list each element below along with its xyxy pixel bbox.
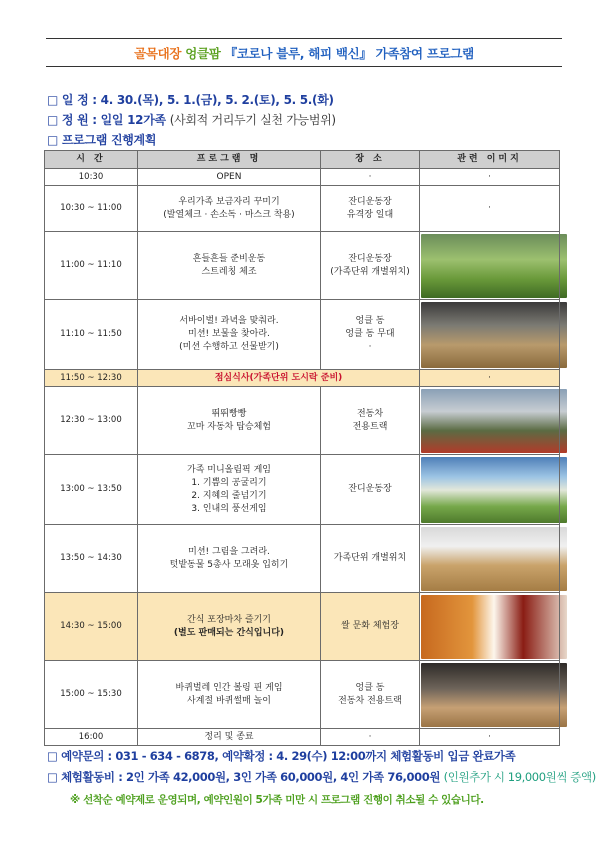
program-text: (발열체크 · 손소독 · 마스크 착용) xyxy=(163,209,295,220)
title-block xyxy=(46,38,562,67)
place-text: 가족단위 개별위치 xyxy=(333,553,407,563)
photo-survival-image xyxy=(421,302,567,368)
table-row-highlight xyxy=(45,370,560,387)
row-time: 15:00 ~ 15:30 xyxy=(45,661,138,729)
table-row xyxy=(45,729,560,746)
place-text: 잔디운동장 xyxy=(348,196,392,207)
row-time: 10:30 ~ 11:00 xyxy=(45,186,138,232)
capacity-value: 일일 12가족 xyxy=(100,113,166,127)
program-text: 뛰뛰빵빵 xyxy=(211,408,247,419)
row-image: · xyxy=(420,729,560,746)
row-time: 10:30 xyxy=(45,169,138,186)
place-text: 엉클 동 무대 xyxy=(345,329,395,339)
title-part-4: 가족참여 프로그램 xyxy=(375,46,474,61)
row-program xyxy=(138,169,321,186)
header-program: 프로그램 명 xyxy=(138,151,321,169)
row-place xyxy=(321,593,420,661)
row-program xyxy=(138,729,321,746)
place-text: 쌀 문화 체험장 xyxy=(341,621,399,631)
program-text: 간식 포장마차 즐기기 xyxy=(187,614,271,625)
place-text: 엉클 동 xyxy=(355,682,385,693)
program-text: 미션! 그림을 그려라. xyxy=(188,546,270,557)
row-place xyxy=(321,455,420,525)
row-program xyxy=(138,186,321,232)
place-text: 유격장 일대 xyxy=(346,209,394,220)
fee-line xyxy=(47,769,596,785)
fee-note: (인원추가 시 19,000원씩 증액) xyxy=(443,770,596,784)
photo-bowling-image xyxy=(421,663,567,727)
program-text: 2. 지혜의 줄넘기기 xyxy=(191,490,267,501)
table-row xyxy=(45,661,560,729)
row-image xyxy=(420,300,560,370)
schedule-table xyxy=(44,150,560,746)
program-text: 꼬마 자동차 탑승체험 xyxy=(187,421,271,432)
row-time: 11:00 ~ 11:10 xyxy=(45,232,138,300)
row-place xyxy=(321,300,420,370)
row-time: 13:50 ~ 14:30 xyxy=(45,525,138,593)
program-text: 텃밭동물 5총사 모래옷 입히기 xyxy=(169,559,289,570)
inquiry-line xyxy=(47,748,515,764)
row-image xyxy=(420,387,560,455)
place-text: 전동차 xyxy=(356,408,384,419)
row-program xyxy=(138,387,321,455)
program-text: 미션! 보물을 찾아라. xyxy=(188,329,270,339)
title-part-1: 골목대장 xyxy=(134,46,182,61)
row-image xyxy=(420,455,560,525)
row-time: 16:00 xyxy=(45,729,138,746)
row-image: · xyxy=(420,186,560,232)
row-program xyxy=(138,370,420,387)
table-row xyxy=(45,186,560,232)
header-image: 관련 이미지 xyxy=(420,151,560,169)
row-program xyxy=(138,525,321,593)
row-image xyxy=(420,525,560,593)
schedule-label: □ 일 정 : xyxy=(47,93,101,107)
row-image: · xyxy=(420,370,560,387)
place-text: 전용트랙 xyxy=(352,421,388,432)
row-place xyxy=(321,169,420,186)
row-time: 13:00 ~ 13:50 xyxy=(45,455,138,525)
capacity-note: (사회적 거리두기 실천 가능범위) xyxy=(169,113,336,127)
table-header-row xyxy=(45,151,560,169)
table-row xyxy=(45,169,560,186)
row-program xyxy=(138,661,321,729)
capacity-line xyxy=(47,111,336,128)
inquiry-label: □ 예약문의 : xyxy=(47,749,116,763)
row-image xyxy=(420,661,560,729)
place-text: · xyxy=(368,171,372,182)
program-text: 서바이벌! 과녁을 맞춰라. xyxy=(179,316,279,326)
row-program xyxy=(138,593,321,661)
table-row xyxy=(45,232,560,300)
row-image xyxy=(420,232,560,300)
row-program xyxy=(138,455,321,525)
title-bottom-rule xyxy=(46,66,562,67)
place-text: · xyxy=(368,342,372,352)
program-text: 1. 기쁨의 공굴리기 xyxy=(191,477,267,488)
header-time: 시 간 xyxy=(45,151,138,169)
place-text: 전동차 전용트랙 xyxy=(338,695,402,706)
table-row xyxy=(45,387,560,455)
photo-stretching-image xyxy=(421,234,567,298)
row-place xyxy=(321,729,420,746)
photo-car-image xyxy=(421,389,567,453)
page-title xyxy=(46,39,562,66)
fee-label: □ 체험활동비 : xyxy=(47,770,127,784)
row-place xyxy=(321,525,420,593)
row-program xyxy=(138,232,321,300)
inquiry-value: 031 - 634 - 6878, 예약확정 : 4. 29(수) 12:00까지 체험활동비 입금 완료가족 xyxy=(115,749,516,763)
header-place: 장 소 xyxy=(321,151,420,169)
program-text: OPEN xyxy=(216,171,242,182)
place-text: (가족단위 개별위치) xyxy=(330,266,410,277)
table-row xyxy=(45,300,560,370)
row-time: 14:30 ~ 15:00 xyxy=(45,593,138,661)
program-text: 사계절 바퀴썰매 놀이 xyxy=(187,695,271,706)
place-text: 잔디운동장 xyxy=(348,484,392,494)
place-text: · xyxy=(368,731,372,742)
photo-drawing-image xyxy=(421,527,567,591)
row-place xyxy=(321,387,420,455)
program-text: 가족 미니올림픽 게임 xyxy=(187,464,271,475)
place-text: 엉클 동 xyxy=(355,316,385,326)
row-place xyxy=(321,661,420,729)
program-text: 바퀴벌레 인간 볼링 핀 게임 xyxy=(175,682,283,693)
capacity-label: □ 정 원 : xyxy=(47,113,101,127)
row-place xyxy=(321,186,420,232)
program-text: (별도 판매되는 간식입니다) xyxy=(173,627,285,638)
photo-olympic-image xyxy=(421,457,567,523)
row-time: 11:10 ~ 11:50 xyxy=(45,300,138,370)
place-text: 잔디운동장 xyxy=(348,253,392,264)
table-row xyxy=(45,455,560,525)
program-text: 흔들흔들 준비운동 xyxy=(192,253,266,264)
table-row-highlight xyxy=(45,593,560,661)
cancellation-warning: ※ 선착순 예약제로 운영되며, 예약인원이 5가족 미만 시 프로그램 진행이 취소될 수 있습니다. xyxy=(70,794,484,806)
program-text: 3. 인내의 풍선게임 xyxy=(191,503,267,514)
program-text: 스트레칭 체조 xyxy=(201,266,257,277)
row-image xyxy=(420,593,560,661)
title-part-3: 『코로나 블루, 해피 백신』 xyxy=(224,46,372,61)
lunch-text: 점심식사(가족단위 도시락 준비) xyxy=(214,372,343,383)
program-text: 우리가족 보금자리 꾸미기 xyxy=(178,196,280,207)
row-place xyxy=(321,232,420,300)
schedule-value: 4. 30.(목), 5. 1.(금), 5. 2.(토), 5. 5.(화) xyxy=(100,93,334,107)
row-time: 11:50 ~ 12:30 xyxy=(45,370,138,387)
row-program xyxy=(138,300,321,370)
table-row xyxy=(45,525,560,593)
row-image: · xyxy=(420,169,560,186)
program-heading: □ 프로그램 진행계획 xyxy=(47,133,157,147)
title-part-2: 엉클팜 xyxy=(185,46,221,61)
photo-snack-image xyxy=(421,595,567,659)
schedule-line xyxy=(47,91,334,108)
program-text: (미션 수행하고 선물받기) xyxy=(179,342,279,352)
program-text: 정리 및 종료 xyxy=(204,731,254,742)
fee-value: 2인 가족 42,000원, 3인 가족 60,000원, 4인 가족 76,000원 xyxy=(126,770,441,784)
row-time: 12:30 ~ 13:00 xyxy=(45,387,138,455)
